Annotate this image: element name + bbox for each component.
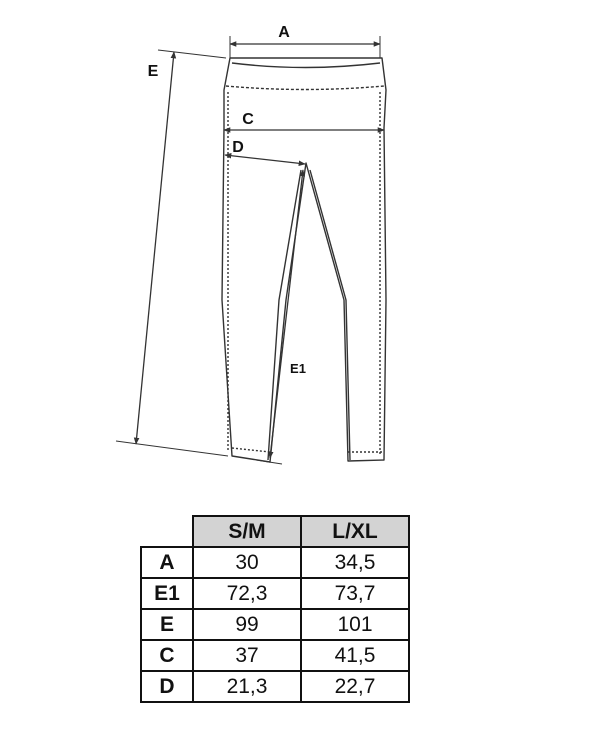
size-table-corner	[141, 516, 193, 547]
row-label-e1: E1	[141, 578, 193, 609]
column-header-l-xl: L/XL	[301, 516, 409, 547]
table-row	[141, 609, 409, 640]
waistband-curve	[232, 63, 380, 68]
row-label-c: C	[141, 640, 193, 671]
table-row	[141, 640, 409, 671]
value-d-l-xl: 22,7	[301, 671, 409, 702]
dimension-e	[116, 50, 228, 456]
table-row	[141, 547, 409, 578]
value-d-s-m: 21,3	[193, 671, 301, 702]
waistband-seam	[226, 86, 384, 90]
value-e1-s-m: 72,3	[193, 578, 301, 609]
dimension-a-label: A	[278, 24, 290, 41]
dimension-c	[224, 111, 384, 130]
dimension-e1	[256, 170, 306, 464]
dimension-c-label: C	[242, 111, 254, 128]
column-header-s-m: S/M	[193, 516, 301, 547]
dimension-d-label: D	[232, 139, 244, 156]
dimension-a	[230, 24, 380, 58]
value-a-l-xl: 34,5	[301, 547, 409, 578]
value-c-l-xl: 41,5	[301, 640, 409, 671]
dimension-d	[225, 139, 305, 164]
dimension-e-label: E	[147, 63, 159, 80]
value-a-s-m: 30	[193, 547, 301, 578]
dimension-e1-label: E1	[290, 361, 306, 376]
size-table	[140, 515, 410, 703]
value-e-s-m: 99	[193, 609, 301, 640]
table-row	[141, 578, 409, 609]
table-row	[141, 671, 409, 702]
row-label-e: E	[141, 609, 193, 640]
value-e1-l-xl: 73,7	[301, 578, 409, 609]
row-label-d: D	[141, 671, 193, 702]
left-hem-seam	[232, 448, 270, 452]
value-c-s-m: 37	[193, 640, 301, 671]
size-table-header-row	[141, 516, 409, 547]
row-label-a: A	[141, 547, 193, 578]
value-e-l-xl: 101	[301, 609, 409, 640]
